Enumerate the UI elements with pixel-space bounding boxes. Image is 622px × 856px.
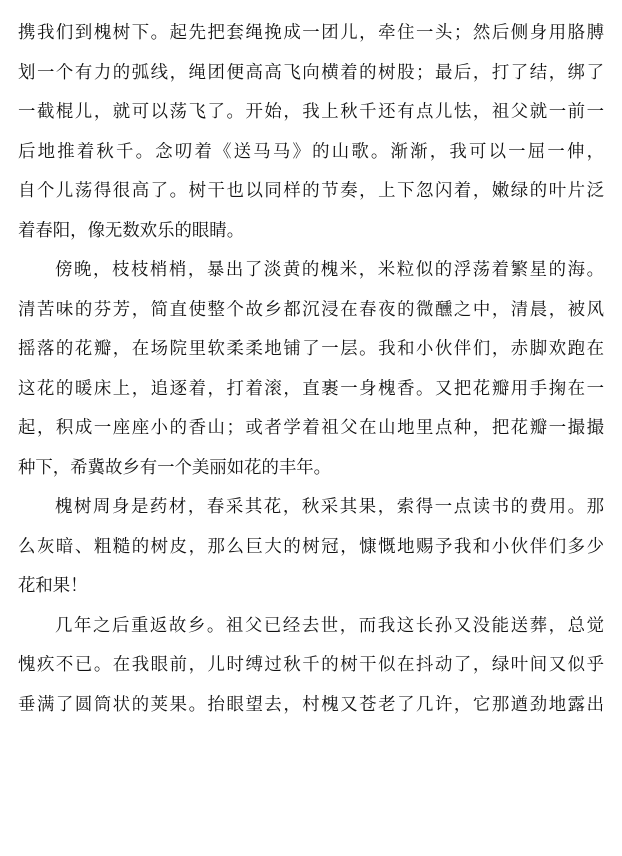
text-line: 这花的暖床上，追逐着，打着滚，直裹一身槐香。又把花瓣用手掬在一 bbox=[18, 378, 604, 399]
paragraph-1 bbox=[18, 14, 604, 251]
text-line: 后地推着秋千。念叨着《送马马》的山歌。渐渐，我可以一屈一伸， bbox=[18, 141, 604, 162]
text-line: 么灰暗、粗糙的树皮，那么巨大的树冠，慷慨地赐予我和小伙伴们多少 bbox=[18, 536, 604, 557]
text-line: 种下，希冀故乡有一个美丽如花的丰年。 bbox=[18, 457, 332, 478]
text-line: 清苦味的芬芳，简直使整个故乡都沉浸在春夜的微醺之中，清晨，被风 bbox=[18, 299, 604, 320]
text-line: 垂满了圆筒状的荚果。抬眼望去，村槐又苍老了几许，它那遒劲地露出 bbox=[18, 694, 604, 715]
text-line: 起，积成一座座小的香山；或者学着祖父在山地里点种，把花瓣一撮撮 bbox=[18, 418, 604, 438]
text-line: 自个儿荡得很高了。树干也以同样的节奏，上下忽闪着，嫩绿的叶片泛 bbox=[18, 181, 604, 201]
paragraph-2 bbox=[18, 251, 604, 488]
text-line: 傍晚，枝枝梢梢，暴出了淡黄的槐米，米粒似的浮荡着繁星的海。 bbox=[55, 260, 604, 280]
text-line: 花和果！ bbox=[18, 576, 88, 596]
text-line: 一截棍儿，就可以荡飞了。开始，我上秋千还有点儿怯，祖父就一前一 bbox=[18, 102, 604, 122]
text-line: 摇落的花瓣，在场院里软柔柔地铺了一层。我和小伙伴们，赤脚欢跑在 bbox=[18, 339, 604, 359]
text-line: 几年之后重返故乡。祖父已经去世，而我这长孙又没能送葬，总觉 bbox=[55, 615, 604, 636]
text-line: 愧疚不已。在我眼前，儿时缚过秋千的树干似在抖动了，绿叶间又似乎 bbox=[18, 655, 604, 675]
text-line: 槐树周身是药材，春采其花，秋采其果，索得一点读书的费用。那 bbox=[55, 497, 604, 517]
text-line: 划一个有力的弧线，绳团便高高飞向横着的树股；最后，打了结，绑了 bbox=[18, 62, 604, 83]
paragraph-3 bbox=[18, 488, 604, 607]
text-line: 着春阳，像无数欢乐的眼睛。 bbox=[18, 220, 245, 241]
paragraph-4 bbox=[18, 607, 604, 726]
text-line: 携我们到槐树下。起先把套绳挽成一团儿，牵住一头；然后侧身用胳膊 bbox=[18, 23, 604, 43]
